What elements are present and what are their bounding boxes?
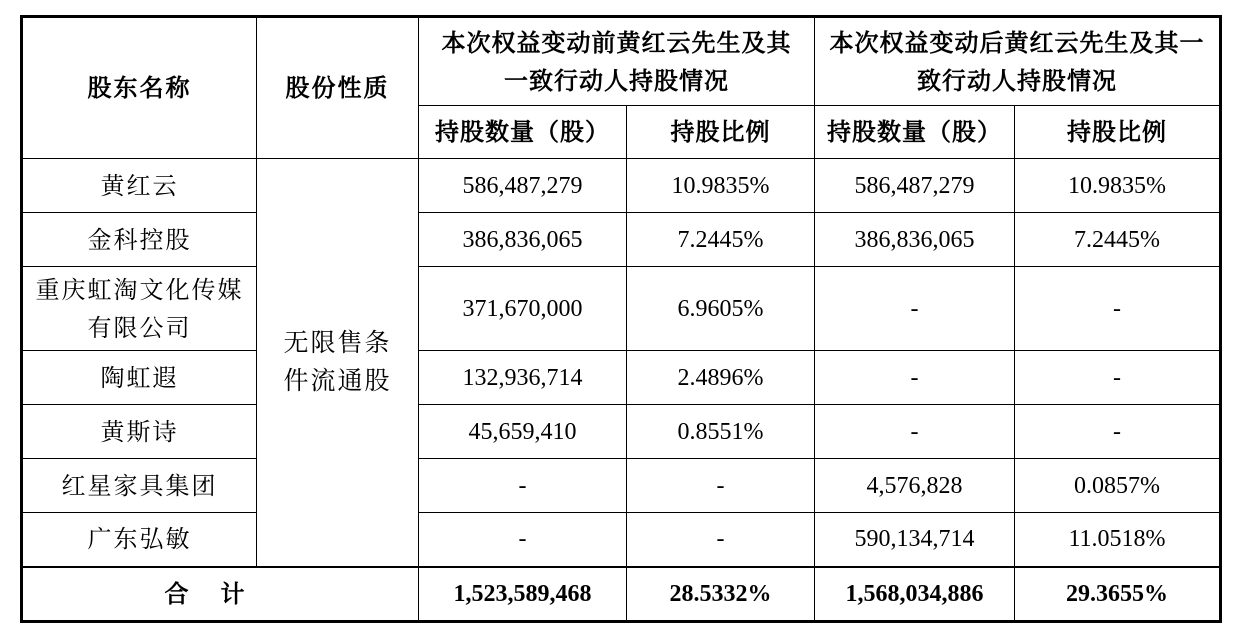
after-ratio: - bbox=[1015, 405, 1220, 459]
header-row-1 bbox=[23, 18, 1220, 106]
before-ratio: 0.8551% bbox=[627, 405, 815, 459]
total-before-shares: 1,523,589,468 bbox=[419, 567, 627, 621]
before-shares: - bbox=[419, 459, 627, 513]
after-shares: 586,487,279 bbox=[815, 159, 1015, 213]
header-before-group: 本次权益变动前黄红云先生及其一致行动人持股情况 bbox=[419, 18, 815, 106]
shareholder-name: 广东弘敏 bbox=[23, 513, 257, 567]
before-ratio: 2.4896% bbox=[627, 351, 815, 405]
before-shares: 371,670,000 bbox=[419, 267, 627, 351]
after-shares: - bbox=[815, 351, 1015, 405]
after-ratio: 0.0857% bbox=[1015, 459, 1220, 513]
before-shares: 132,936,714 bbox=[419, 351, 627, 405]
header-after-shares: 持股数量（股） bbox=[815, 106, 1015, 159]
before-ratio: 6.9605% bbox=[627, 267, 815, 351]
shareholder-name: 重庆虹淘文化传媒有限公司 bbox=[23, 267, 257, 351]
after-shares: 4,576,828 bbox=[815, 459, 1015, 513]
shareholder-name: 黄红云 bbox=[23, 159, 257, 213]
shareholder-name: 金科控股 bbox=[23, 213, 257, 267]
table-row bbox=[23, 267, 1220, 351]
total-label: 合计 bbox=[23, 567, 419, 621]
table-row bbox=[23, 405, 1220, 459]
after-ratio: - bbox=[1015, 267, 1220, 351]
total-after-shares: 1,568,034,886 bbox=[815, 567, 1015, 621]
before-ratio: 7.2445% bbox=[627, 213, 815, 267]
table-row bbox=[23, 459, 1220, 513]
table-row bbox=[23, 213, 1220, 267]
after-shares: 590,134,714 bbox=[815, 513, 1015, 567]
header-after-ratio: 持股比例 bbox=[1015, 106, 1220, 159]
table-row bbox=[23, 513, 1220, 567]
shareholder-name: 红星家具集团 bbox=[23, 459, 257, 513]
share-type-cell: 无限售条件流通股 bbox=[257, 159, 419, 567]
after-shares: - bbox=[815, 267, 1015, 351]
after-ratio: - bbox=[1015, 351, 1220, 405]
before-ratio: - bbox=[627, 459, 815, 513]
table-row bbox=[23, 159, 1220, 213]
before-shares: 386,836,065 bbox=[419, 213, 627, 267]
header-share-type: 股份性质 bbox=[257, 18, 419, 159]
shareholding-table bbox=[22, 17, 1220, 621]
after-ratio: 7.2445% bbox=[1015, 213, 1220, 267]
shareholder-name: 陶虹遐 bbox=[23, 351, 257, 405]
before-ratio: 10.9835% bbox=[627, 159, 815, 213]
after-ratio: 10.9835% bbox=[1015, 159, 1220, 213]
after-shares: 386,836,065 bbox=[815, 213, 1015, 267]
table-row bbox=[23, 351, 1220, 405]
total-before-ratio: 28.5332% bbox=[627, 567, 815, 621]
header-shareholder-name: 股东名称 bbox=[23, 18, 257, 159]
after-ratio: 11.0518% bbox=[1015, 513, 1220, 567]
after-shares: - bbox=[815, 405, 1015, 459]
shareholder-name: 黄斯诗 bbox=[23, 405, 257, 459]
before-shares: 586,487,279 bbox=[419, 159, 627, 213]
total-after-ratio: 29.3655% bbox=[1015, 567, 1220, 621]
before-shares: 45,659,410 bbox=[419, 405, 627, 459]
header-after-group: 本次权益变动后黄红云先生及其一致行动人持股情况 bbox=[815, 18, 1220, 106]
before-shares: - bbox=[419, 513, 627, 567]
header-before-ratio: 持股比例 bbox=[627, 106, 815, 159]
header-before-shares: 持股数量（股） bbox=[419, 106, 627, 159]
before-ratio: - bbox=[627, 513, 815, 567]
total-row bbox=[23, 567, 1220, 621]
